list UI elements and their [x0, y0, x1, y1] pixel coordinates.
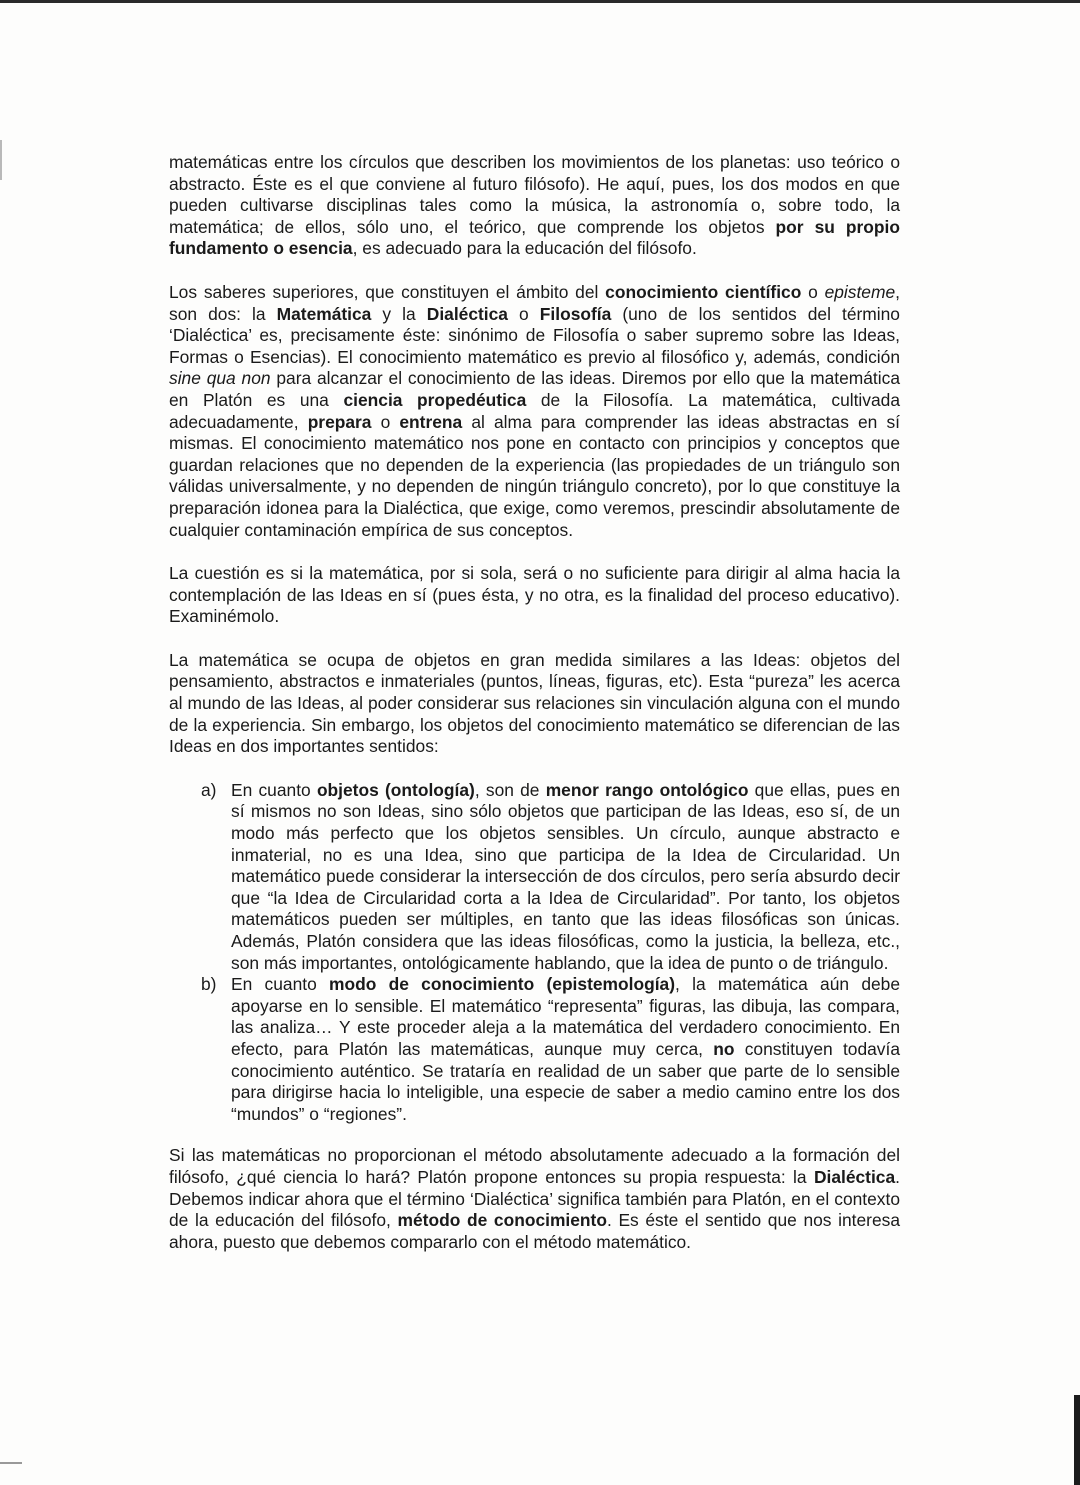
bold-term: ciencia propedéutica	[343, 389, 527, 410]
bold-term: método de conocimiento	[397, 1210, 607, 1231]
text-run: para alcanzar el conocimiento de las ideas. Diremos por ello que la matemática en Platón es una	[169, 368, 900, 410]
bold-term: conocimiento científico	[605, 281, 802, 302]
text-run: , la matemática aún debe apoyarse en lo sensible. El matemático “representa” figuras, las dibuja, las compara, las analiza… Y este proceder aleja a la matemática del verdadero conocimiento. En efecto, para Platón las matemáticas, aunque muy cerca,	[231, 974, 901, 1059]
list-item-a	[169, 780, 900, 974]
paragraph-2	[169, 282, 900, 541]
text-run: constituyen todavía conocimiento auténtico. Se trataría en realidad de un saber que parte de lo sensible para dirigirse hacia lo inteligible, una especie de saber a medio camino entre los dos “mundos” o “regiones”.	[231, 1038, 901, 1124]
bold-term: por su propio fundamento o esencia	[169, 216, 900, 259]
text-run: , son dos: la	[169, 281, 900, 324]
list-marker-b: b)	[201, 974, 217, 995]
text-run: , es adecuado para la educación del filósofo.	[352, 238, 697, 259]
text-run: . Debemos indicar ahora que el término ‘Dialéctica’ significa también para Platón, en el contexto de la educación del filósofo,	[169, 1166, 900, 1231]
bold-term: Dialéctica	[426, 303, 508, 324]
bold-term: objetos (ontología)	[316, 779, 475, 800]
document-body	[169, 152, 900, 1275]
bold-term: no	[713, 1038, 735, 1059]
text-run: . Es éste el sentido que nos interesa ahora, puesto que debemos compararlo con el método matemático.	[169, 1210, 901, 1252]
list-item-b	[169, 974, 900, 1125]
text-run: o	[371, 411, 400, 432]
bold-term: modo de conocimiento (epistemología)	[329, 974, 675, 995]
bold-term: menor rango ontológico	[545, 779, 749, 800]
distinctions-list	[169, 780, 900, 1126]
list-item-b-text	[231, 974, 900, 1124]
scan-mark-bottom-left	[0, 1462, 22, 1464]
text-run: La matemática se ocupa de objetos en gran medida similares a las Ideas: objetos del pensamiento, abstractos e inmateriales (puntos, líneas, figuras, etc). Esta “pureza” les acerca al mundo de las Ideas, al poder considerar sus relaciones sin vinculación alguna con el mundo de la experiencia. Sin embargo, los objetos del conocimiento matemático se diferencian de las Ideas en dos importantes sentidos:	[169, 649, 900, 757]
paragraph-1	[169, 152, 900, 260]
italic-term: episteme	[824, 281, 896, 302]
text-run: que ellas, pues en sí mismos no son Ideas, sino sólo objetos que participan de las Ideas, eso sí, de un modo más perfecto que los objetos sensibles. Un círculo, aunque abstracto e inmaterial, no es una Idea, sino que participa de la Idea de Circularidad. Un matemático puede considerar la intersección de dos círculos, pero sería absurdo decir que “la Idea de Circularidad corta a la Idea de Circularidad”. Por tanto, los objetos matemáticos pueden ser múltiples, en tanto que las ideas filosóficas son únicas. Además, Platón considera que las ideas filosóficas, como la justicia, la belleza, etc., son más importantes, ontológicamente hablando, que la idea de punto o de triángulo.	[231, 779, 901, 973]
scan-edge-top	[0, 0, 1080, 3]
bold-term: prepara	[307, 411, 372, 432]
text-run: En cuanto	[231, 779, 317, 800]
paragraph-3	[169, 563, 900, 628]
text-run: o	[801, 281, 825, 302]
text-run: Si las matemáticas no proporcionan el método absolutamente adecuado a la formación del filósofo, ¿qué ciencia lo hará? Platón propone entonces su propia respuesta: la	[169, 1145, 900, 1187]
text-run: de la Filosofía. La matemática, cultivada adecuadamente,	[169, 389, 901, 432]
bold-term: entrena	[399, 411, 463, 432]
paragraph-4	[169, 650, 900, 758]
bold-term: Matemática	[276, 303, 372, 324]
text-run: Los saberes superiores, que constituyen el ámbito del	[169, 281, 606, 302]
list-marker-a: a)	[201, 779, 217, 800]
text-run: En cuanto	[231, 974, 330, 995]
text-run: (uno de los sentidos del término ‘Dialéctica’ es, precisamente éste: sinónimo de Filosofía o saber supremo sobre las Ideas, Formas o Esencias). El conocimiento matemático es previo al filosófico y, además, condición	[169, 303, 900, 367]
italic-term: sine qua non	[169, 368, 271, 389]
text-run: al alma para comprender las ideas abstractas en sí mismas. El conocimiento matemático nos pone en contacto con principios y conceptos que guardan relaciones que no dependen de la experiencia (las propiedades de un triángulo son válidas universalmente, y no dependen de ningún triángulo concreto), por lo que constituye la preparación idonea para la Dialéctica, que exige, como veremos, prescindir absolutamente de cualquier contaminación empírica de sus conceptos.	[169, 411, 900, 540]
paragraph-5	[169, 1145, 900, 1253]
text-run: matemáticas entre los círculos que describen los movimientos de los planetas: uso teórico o abstracto. Éste es el que conviene al futuro filósofo). He aquí, pues, los dos modos en que pueden cultivarse disciplinas tales como la música, la astronomía o, sobre todo, la matemática; de ellos, sólo uno, el teórico, que comprende los objetos	[169, 152, 900, 237]
text-run: La cuestión es si la matemática, por si sola, será o no suficiente para dirigir al alma hacia la contemplación de las Ideas en sí (pues ésta, y no otra, es la finalidad del proceso educativo). Examinémolo.	[169, 563, 900, 627]
scan-edge-right	[1074, 1395, 1080, 1485]
text-run: o	[507, 303, 540, 324]
bold-term: Dialéctica	[813, 1166, 896, 1187]
text-run: y la	[371, 303, 427, 324]
text-run: , son de	[474, 779, 546, 800]
bold-term: Filosofía	[539, 303, 612, 324]
scan-mark-left	[0, 140, 2, 180]
list-item-a-text	[231, 780, 900, 973]
